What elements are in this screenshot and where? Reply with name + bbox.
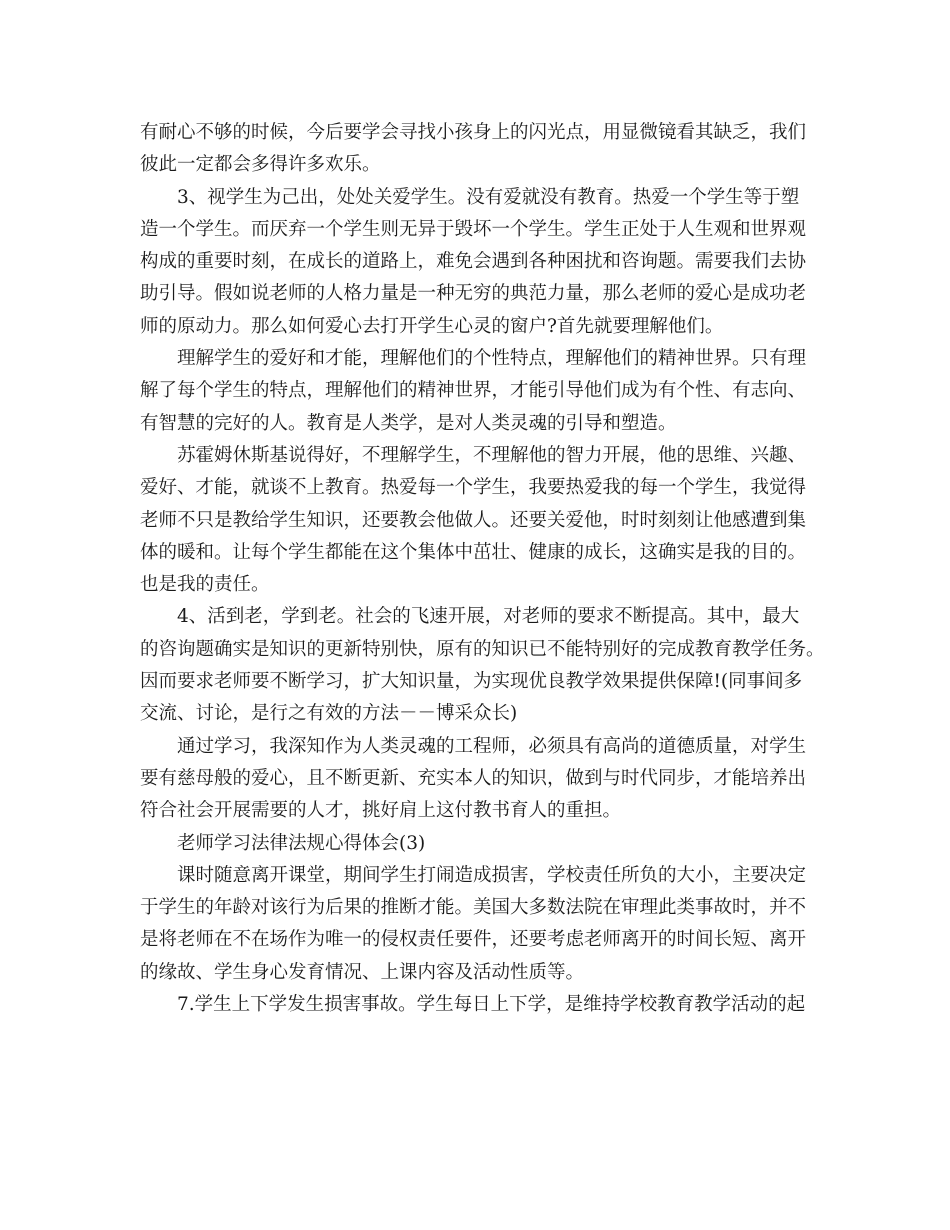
document-body bbox=[140, 117, 825, 1021]
text-line: 7.学生上下学发生损害事故。学生每日上下学，是维持学校教育教学活动的起 bbox=[177, 994, 806, 1016]
text-line: 的咨询题确实是知识的更新特别快，原有的知识已不能特别好的完成教育教学任务。 bbox=[140, 638, 825, 660]
text-line: 3、视学生为己出，处处关爱学生。没有爱就没有教育。热爱一个学生等于塑 bbox=[177, 186, 800, 208]
text-line: 于学生的年龄对该行为后果的推断才能。美国大多数法院在审理此类事故时，并不 bbox=[140, 897, 807, 919]
text-line: 造一个学生。而厌弃一个学生则无异于毁坏一个学生。学生正处于人生观和世界观 bbox=[140, 218, 807, 240]
text-line: 的缘故、学生身心发育情况、上课内容及活动性质等。 bbox=[140, 961, 585, 983]
text-line: 构成的重要时刻，在成长的道路上，难免会遇到各种困扰和咨询题。需要我们去协 bbox=[140, 251, 807, 273]
text-line: 4、活到老，学到老。社会的飞速开展，对老师的要求不断提高。其中，最大 bbox=[177, 606, 800, 628]
text-line: 因而要求老师要不断学习，扩大知识量，为实现优良教学效果提供保障!(同事间多 bbox=[140, 671, 803, 693]
text-line: 体的暖和。让每个学生都能在这个集体中茁壮、健康的成长，这确实是我的目的。 bbox=[140, 541, 807, 563]
text-line: 是将老师在不在场作为唯一的侵权责任要件，还要考虑老师离开的时间长短、离开 bbox=[140, 929, 807, 951]
text-line: 解了每个学生的特点，理解他们的精神世界，才能引导他们成为有个性、有志向、 bbox=[140, 380, 807, 402]
text-line: 师的原动力。那么如何爱心去打开学生心灵的窗户?首先就要理解他们。 bbox=[140, 315, 724, 337]
text-line: 要有慈母般的爱心，且不断更新、充实本人的知识，做到与时代同步，才能培养出 bbox=[140, 767, 807, 789]
text-line: 苏霍姆休斯基说得好，不理解学生，不理解他的智力开展，他的思维、兴趣、 bbox=[177, 444, 807, 466]
text-line: 老师学习法律法规心得体会(3) bbox=[177, 832, 426, 854]
text-line: 符合社会开展需要的人才，挑好肩上这付教书育人的重担。 bbox=[140, 800, 622, 822]
text-line: 有智慧的完好的人。教育是人类学，是对人类灵魂的引导和塑造。 bbox=[140, 412, 677, 434]
text-line: 有耐心不够的时候，今后要学会寻找小孩身上的闪光点，用显微镜看其缺乏，我们 bbox=[140, 122, 807, 143]
text-line: 爱好、才能，就谈不上教育。热爱每一个学生，我要热爱我的每一个学生，我觉得 bbox=[140, 477, 807, 499]
text-line: 理解学生的爱好和才能，理解他们的个性特点，理解他们的精神世界。只有理 bbox=[177, 348, 807, 370]
text-line: 课时随意离开课堂，期间学生打闹造成损害，学校责任所负的大小，主要决定 bbox=[177, 864, 807, 886]
text-line: 交流、讨论，是行之有效的方法－－博采众长) bbox=[140, 703, 518, 725]
text-line: 老师不只是教给学生知识，还要教会他做人。还要关爱他，时时刻刻让他感遭到集 bbox=[140, 509, 807, 531]
text-line: 助引导。假如说老师的人格力量是一种无穷的典范力量，那么老师的爱心是成功老 bbox=[140, 283, 807, 305]
text-line: 也是我的责任。 bbox=[140, 574, 270, 596]
text-line: 通过学习，我深知作为人类灵魂的工程师，必须具有高尚的道德质量，对学生 bbox=[177, 735, 807, 757]
text-line: 彼此一定都会多得许多欢乐。 bbox=[140, 154, 381, 176]
